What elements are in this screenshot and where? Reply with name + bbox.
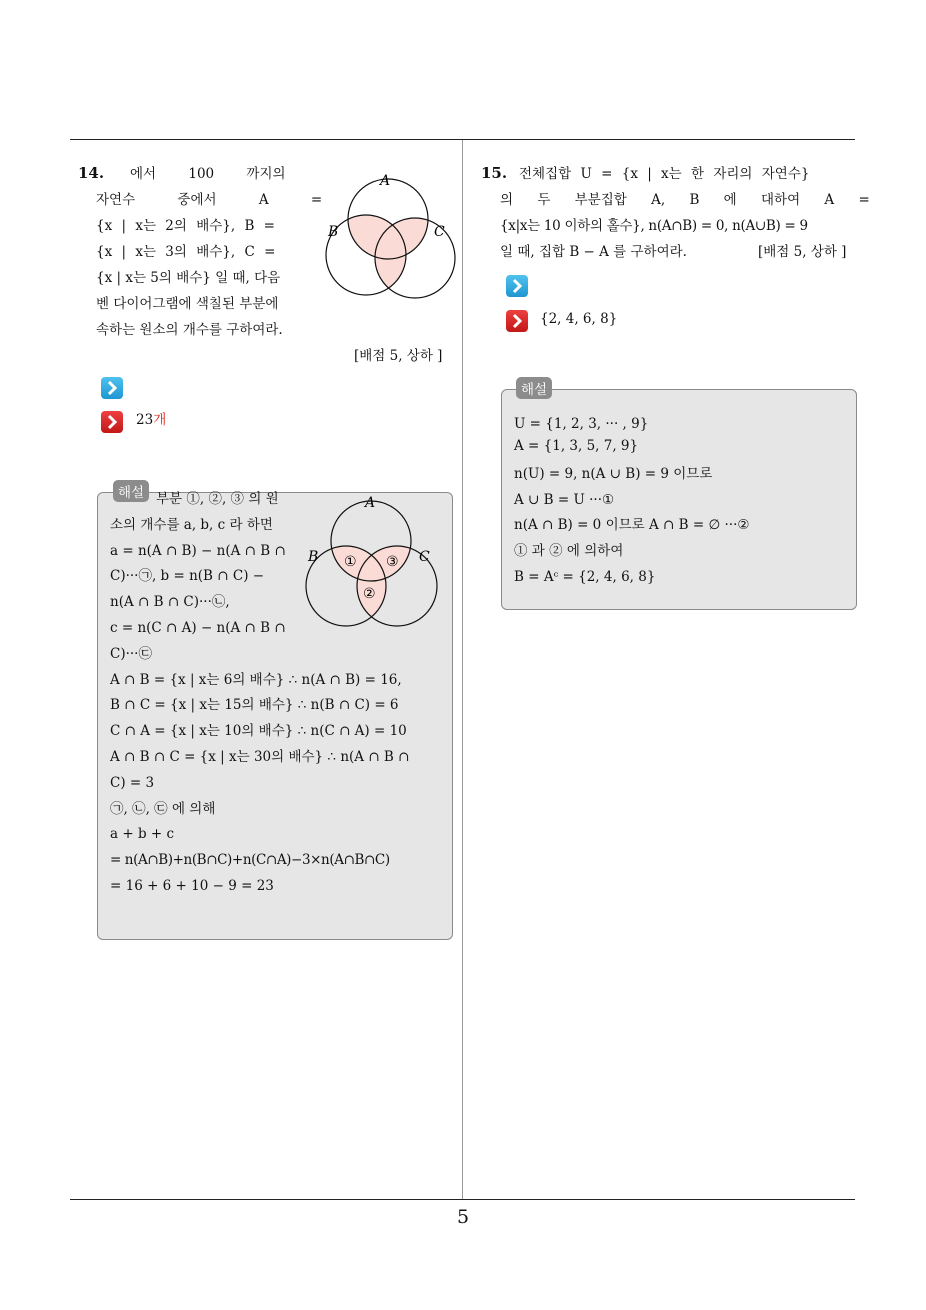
q14-line-4: {x | x는 3의 배수}, C = bbox=[96, 244, 276, 260]
q15-answer-icon[interactable] bbox=[506, 310, 528, 332]
q14-solution-line: A ∩ B = {x | x는 6의 배수} ∴ n(A ∩ B) = 16, bbox=[110, 671, 402, 688]
q14-answer-number: 23 bbox=[136, 412, 154, 428]
q14-solution-line: A ∩ B ∩ C = {x | x는 30의 배수} ∴ n(A ∩ B ∩ bbox=[110, 748, 410, 765]
q14-line-2: 자연수 중에서 A = bbox=[96, 192, 323, 208]
q14-label-b: B bbox=[328, 224, 339, 240]
q14-venn-diagram bbox=[322, 168, 457, 318]
q14-number: 14. bbox=[78, 164, 105, 182]
q15-solution-box bbox=[501, 389, 857, 610]
q14-label-a: A bbox=[380, 173, 391, 189]
q14-solution-line: a + b + c bbox=[110, 826, 175, 843]
q15-solution-line: A ∪ B = U ···① bbox=[514, 491, 615, 508]
q14-solution-region-3: ③ bbox=[386, 554, 399, 570]
q14-solution-tag: 해설 bbox=[113, 480, 149, 502]
q14-solution-label-a: A bbox=[365, 495, 376, 511]
q14-solution-line: 부분 ①, ②, ③ 의 원 bbox=[156, 491, 279, 507]
q15-answer: {2, 4, 6, 8} bbox=[540, 311, 618, 327]
q14-solution-line: 소의 개수를 a, b, c 라 하면 bbox=[110, 516, 273, 533]
q14-solution-line: ㉠, ㉡, ㉢ 에 의해 bbox=[110, 800, 216, 817]
q14-line-5: {x | x는 5의 배수} 일 때, 다음 bbox=[96, 270, 281, 286]
q14-solution-line: a = n(A ∩ B) − n(A ∩ B ∩ bbox=[110, 542, 286, 559]
q15-solution-line: A = {1, 3, 5, 7, 9} bbox=[514, 437, 639, 454]
bottom-rule bbox=[70, 1199, 855, 1200]
q14-answer-unit: 개 bbox=[153, 412, 167, 428]
q15-hint-icon[interactable] bbox=[506, 275, 528, 297]
q15-solution-tag: 해설 bbox=[516, 377, 552, 399]
q14-solution-label-c: C bbox=[419, 549, 430, 565]
q14-solution-line: C)···㉢ bbox=[110, 645, 152, 662]
column-divider bbox=[462, 140, 463, 1200]
q14-label-c: C bbox=[434, 224, 445, 240]
q14-solution-region-1: ① bbox=[344, 554, 357, 570]
q14-solution-line: = 16 + 6 + 10 − 9 = 23 bbox=[110, 877, 274, 894]
q15-number: 15. bbox=[481, 164, 508, 182]
q15-line-2: 의 두 부분집합 A, B 에 대하여 A = bbox=[500, 192, 870, 208]
q14-solution-venn bbox=[304, 495, 444, 635]
q14-line-3: {x | x는 2의 배수}, B = bbox=[96, 218, 275, 234]
q15-line-4: 일 때, 집합 B − A 를 구하여라. bbox=[500, 244, 687, 260]
q15-solution-text bbox=[514, 412, 749, 591]
q14-solution-label-b: B bbox=[308, 549, 319, 565]
q14-solution-line: n(A ∩ B ∩ C)···㉡, bbox=[110, 594, 230, 611]
q15-solution-line: ① 과 ② 에 의하여 bbox=[514, 543, 624, 560]
q15-solution-line: n(U) = 9, n(A ∪ B) = 9 이므로 bbox=[514, 465, 713, 482]
q14-solution-box bbox=[97, 492, 453, 940]
q14-score: [배점 5, 상하 ] bbox=[354, 348, 443, 364]
q14-solution-line: C) = 3 bbox=[110, 774, 155, 791]
q14-solution-line: c = n(C ∩ A) − n(A ∩ B ∩ bbox=[110, 619, 286, 636]
q14-solution-region-2: ② bbox=[363, 586, 376, 602]
q14-line-7: 속하는 원소의 개수를 구하여라. bbox=[96, 322, 283, 338]
q15-score: [배점 5, 상하 ] bbox=[758, 244, 847, 260]
q15-solution-line: B = Aᶜ = {2, 4, 6, 8} bbox=[514, 568, 656, 585]
q15-solution-line: n(A ∩ B) = 0 이므로 A ∩ B = ∅ ···② bbox=[514, 517, 750, 534]
q14-solution-line: C)···㉠, b = n(B ∩ C) − bbox=[110, 568, 265, 585]
q15-line-1: 전체집합 U = {x | x는 한 자리의 자연수} bbox=[519, 166, 810, 182]
q14-hint-icon[interactable] bbox=[101, 377, 123, 399]
q14-solution-line: C ∩ A = {x | x는 10의 배수} ∴ n(C ∩ A) = 10 bbox=[110, 723, 407, 740]
page-number: 5 bbox=[456, 1206, 470, 1228]
q15-line-3: {x|x는 10 이하의 홀수}, n(A∩B) = 0, n(A∪B) = 9 bbox=[500, 218, 808, 234]
q15-solution-line: U = {1, 2, 3, ··· , 9} bbox=[514, 416, 649, 432]
q14-answer-icon[interactable] bbox=[101, 411, 123, 433]
q14-line-6: 벤 다이어그램에 색칠된 부분에 bbox=[96, 296, 279, 312]
q14-answer bbox=[136, 410, 166, 430]
q14-solution-line: B ∩ C = {x | x는 15의 배수} ∴ n(B ∩ C) = 6 bbox=[110, 697, 399, 714]
q14-solution-line: = n(A∩B)+n(B∩C)+n(C∩A)−3×n(A∩B∩C) bbox=[110, 852, 390, 869]
q14-line-1: 에서 100 까지의 bbox=[130, 166, 286, 182]
